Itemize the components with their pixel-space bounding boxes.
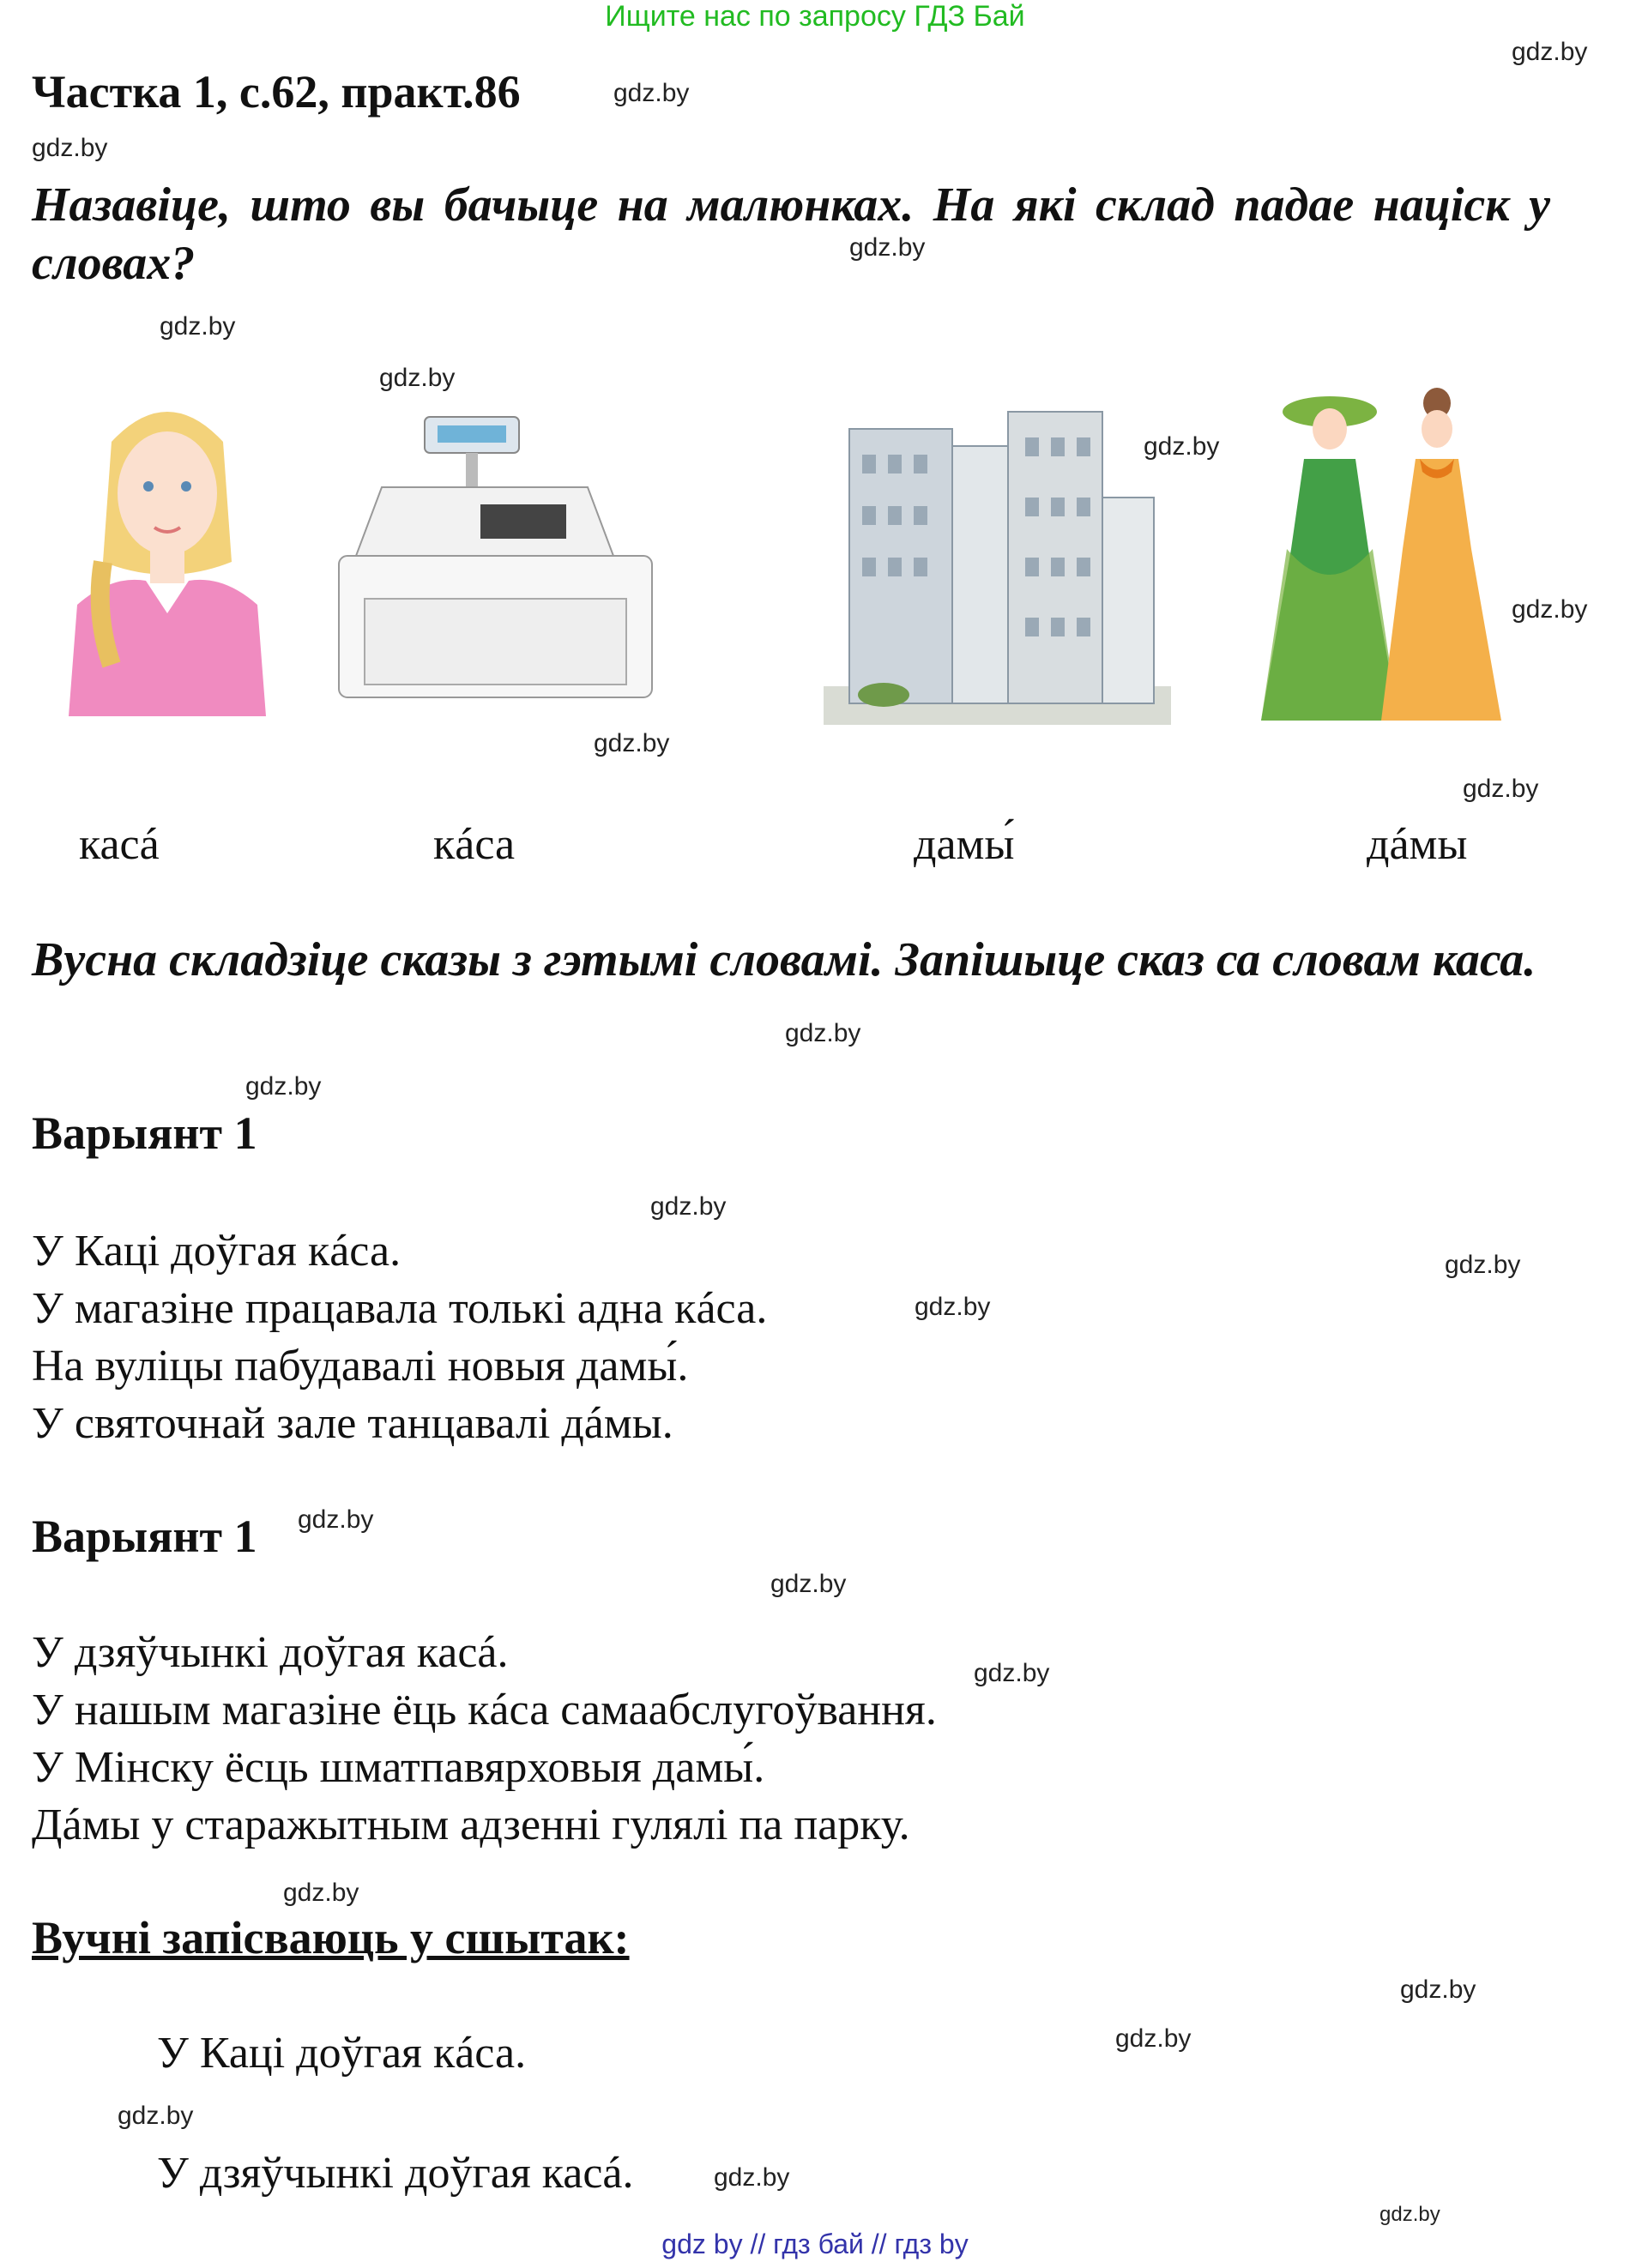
variant-2-sentence-1: У нашым магазіне ёць кáса самаабслугоўвання. [32,1686,937,1734]
variant-2-sentence-3: Дáмы у старажытным адзенні гулялі па парку. [32,1801,910,1849]
cash-register-picture [330,410,661,706]
watermark: gdz.by [1512,595,1588,624]
watermark: gdz.by [298,1505,374,1534]
watermark: gdz.by [785,1019,861,1047]
watermark: gdz.by [379,364,456,392]
watermark: gdz.by [974,1659,1050,1687]
notebook-sentence-0: У Каці доўгая кáса. [157,2029,527,2078]
task-2-text: Вусна складзіце сказы з гэтымі словамі. Запішыце сказ са словам каса. [32,933,1536,986]
top-banner[interactable]: Ищите нас по запросу ГДЗ Бай [605,0,1025,33]
variant-1-sentence-2: На вуліцы пабудавалі новыя дамы́. [32,1342,689,1390]
watermark: gdz.by [1512,38,1588,66]
ladies-picture [1253,377,1510,721]
notebook-heading: Вучні запісваюць у сшытак: [32,1912,630,1963]
watermark: gdz.by [245,1072,322,1101]
watermark: gdz.by [594,729,670,757]
task-1-text: Назавіце, што вы бачыце на малюнках. На які склад падае націск у словах? [32,178,1550,290]
variant-1-sentence-1: У магазіне працавала толькі адна кáса. [32,1284,768,1333]
word-3: дáмы [1367,820,1468,869]
footer-links[interactable]: gdz by // гдз бай // гдз by [661,2229,969,2259]
watermark: gdz.by [160,312,236,341]
watermark: gdz.by [915,1293,991,1321]
variant-1-heading: Варыянт 1 [32,1107,257,1159]
watermark: gdz.by [1400,1975,1476,2004]
word-2: дамы́ [914,820,1015,869]
watermark: gdz.by [118,2102,194,2130]
watermark: gdz.by [1463,775,1539,803]
watermark: gdz.by [650,1192,727,1221]
watermark: gdz.by [32,134,108,162]
buildings-picture [824,395,1171,725]
variant-2-sentence-0: У дзяўчынкі доўгая касá. [32,1628,509,1677]
watermark: gdz.by [1379,2203,1440,2226]
watermark: gdz.by [1445,1251,1521,1279]
girl-with-braid-picture [51,390,283,716]
variant-2-sentence-2: У Мінску ёсць шматпавярховыя дамы́. [32,1743,765,1792]
watermark: gdz.by [1115,2024,1192,2053]
word-0: касá [79,820,160,869]
watermark: gdz.by [849,233,926,262]
watermark: gdz.by [1144,432,1220,461]
watermark: gdz.by [613,79,690,107]
watermark: gdz.by [283,1879,359,1907]
page-title: Частка 1, с.62, практ.86 [32,66,521,118]
watermark: gdz.by [770,1570,847,1598]
notebook-sentence-1: У дзяўчынкі доўгая касá. [157,2149,634,2198]
variant-1-sentence-3: У святочнай зале танцавалі дáмы. [32,1399,673,1448]
variant-1-sentence-0: У Каці доўгая кáса. [32,1227,401,1276]
variant-2-heading: Варыянт 1 [32,1511,257,1562]
watermark: gdz.by [714,2163,790,2192]
word-1: кáса [433,820,516,869]
